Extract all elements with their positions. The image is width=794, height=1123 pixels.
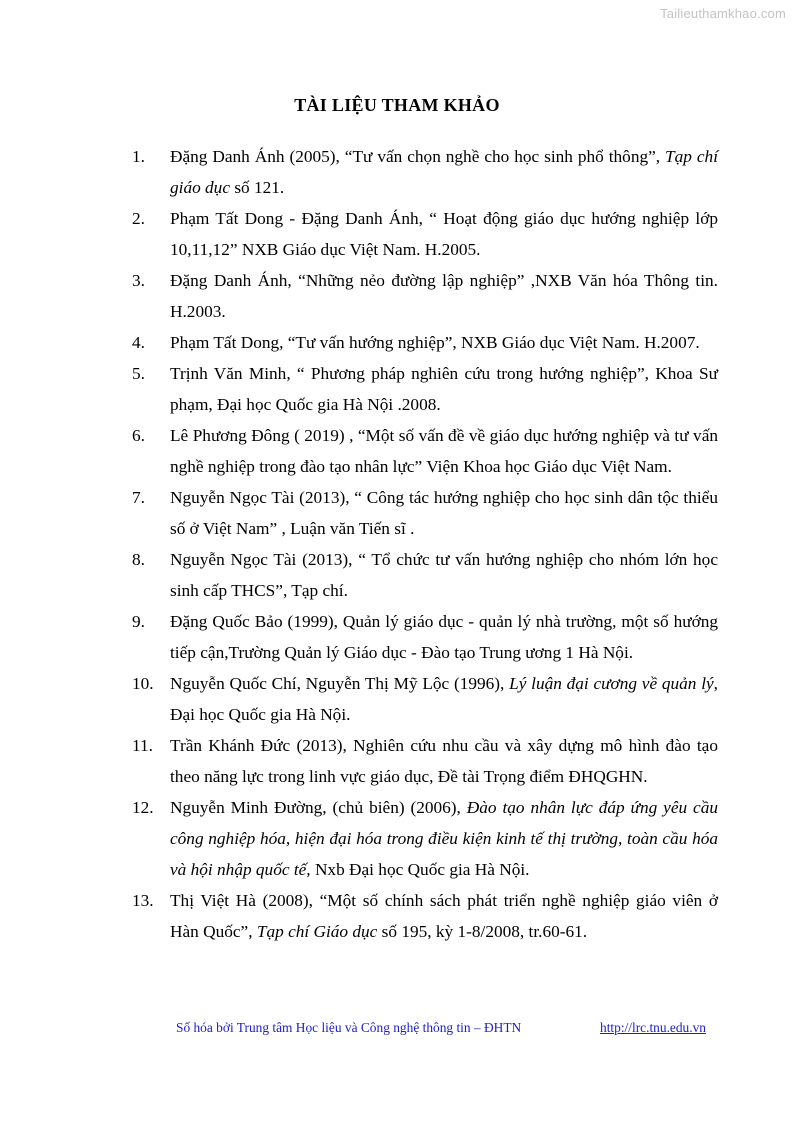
reference-text-part: Thị Việt Hà (2008), “Một số chính sách phát triển nghề nghiệp giáo viên ở Hàn Quốc”,: [170, 891, 718, 941]
footer-credit: Số hóa bởi Trung tâm Học liệu và Công nghệ thông tin – ĐHTN: [176, 1020, 522, 1035]
footer-link[interactable]: http://lrc.tnu.edu.vn: [600, 1020, 706, 1035]
reference-text-part: số 121.: [230, 178, 285, 197]
reference-text-part: Lê Phương Đông ( 2019) , “Một số vấn đề về giáo dục hướng nghiệp và tư vấn nghề nghiệp trong đào tạo nhân lực” Viện Khoa học Giáo dục Việt Nam.: [170, 426, 718, 476]
reference-number: 12.: [132, 798, 154, 817]
reference-item: [0, 792, 794, 885]
reference-italic-title: Lý luận đại cương về quản lý: [509, 674, 714, 693]
reference-text: [170, 606, 718, 668]
reference-italic-title: Tạp chí giáo dục: [170, 147, 718, 197]
reference-text-part: Nguyễn Ngọc Tài (2013), “ Công tác hướng nghiệp cho học sinh dân tộc thiểu số ở Việt Nam” , Luận văn Tiến sĩ .: [170, 488, 718, 538]
reference-number: 11.: [132, 736, 153, 755]
reference-italic-title: Tạp chí Giáo dục: [256, 922, 378, 941]
reference-text-part: , Đại học Quốc gia Hà Nội.: [170, 674, 718, 724]
reference-number: 5.: [132, 364, 145, 383]
reference-text-part: Nguyễn Quốc Chí, Nguyễn Thị Mỹ Lộc (1996),: [170, 674, 510, 693]
reference-text: [170, 482, 718, 544]
reference-text: [170, 730, 718, 792]
reference-item: [0, 327, 794, 358]
reference-text-part: số 195, kỳ 1-8/2008, tr.60-61.: [377, 922, 588, 941]
reference-text-part: Phạm Tất Dong, “Tư vấn hướng nghiệp”, NXB Giáo dục Việt Nam. H.2007.: [170, 333, 700, 352]
reference-text: [170, 265, 718, 327]
reference-number: 1.: [132, 147, 145, 166]
reference-text-part: Đặng Danh Ánh, “Những nẻo đường lập nghiệp” ,NXB Văn hóa Thông tin. H.2003.: [170, 271, 718, 321]
reference-text-part: Nxb Đại học Quốc gia Hà Nội.: [310, 860, 530, 879]
reference-text-part: Đặng Danh Ánh (2005), “Tư vấn chọn nghề cho học sinh phổ thông”,: [170, 147, 666, 166]
reference-text: [170, 792, 718, 885]
watermark: Tailieuthamkhao.com: [660, 6, 786, 21]
reference-text-part: Trần Khánh Đức (2013), Nghiên cứu nhu cầu và xây dựng mô hình đào tạo theo năng lực trong linh vực giáo dục, Đề tài Trọng điểm ĐHQGHN.: [170, 736, 718, 786]
reference-text: [170, 544, 718, 606]
reference-item: [0, 482, 794, 544]
reference-text: [170, 420, 718, 482]
reference-item: [0, 544, 794, 606]
reference-item: [0, 420, 794, 482]
reference-text: [170, 141, 718, 203]
reference-number: 13.: [132, 891, 154, 910]
reference-text-part: Trịnh Văn Minh, “ Phương pháp nghiên cứu trong hướng nghiệp”, Khoa Sư phạm, Đại học Quốc gia Hà Nội .2008.: [170, 364, 718, 414]
reference-item: [0, 885, 794, 947]
reference-text: [170, 327, 718, 358]
reference-number: 8.: [132, 550, 145, 569]
reference-item: [0, 730, 794, 792]
reference-text: [170, 668, 718, 730]
reference-number: 10.: [132, 674, 154, 693]
reference-item: [0, 265, 794, 327]
reference-text-part: Đặng Quốc Bảo (1999), Quản lý giáo dục - quản lý nhà trường, một số hướng tiếp cận,Trường Quản lý Giáo dục - Đào tạo Trung ương 1 Hà Nội.: [170, 612, 718, 662]
reference-italic-title: Đào tạo nhân lực đáp ứng yêu cầu công nghiệp hóa, hiện đại hóa trong điều kiện kinh tế thị trường, toàn cầu hóa và hội nhập quốc tế,: [170, 798, 719, 879]
reference-number: 7.: [132, 488, 145, 507]
reference-number: 6.: [132, 426, 145, 445]
reference-text: [170, 885, 718, 947]
reference-text: [170, 203, 718, 265]
reference-item: [0, 606, 794, 668]
reference-item: [0, 358, 794, 420]
reference-list: [0, 141, 794, 947]
reference-text: [170, 358, 718, 420]
reference-item: [0, 203, 794, 265]
reference-text-part: Phạm Tất Dong - Đặng Danh Ánh, “ Hoạt động giáo dục hướng nghiệp lớp 10,11,12” NXB Giáo dục Việt Nam. H.2005.: [170, 209, 718, 259]
page-title: TÀI LIỆU THAM KHẢO: [294, 95, 500, 115]
reference-item: [0, 668, 794, 730]
reference-number: 3.: [132, 271, 145, 290]
reference-item: [0, 141, 794, 203]
reference-text-part: Nguyễn Minh Đường, (chủ biên) (2006),: [170, 798, 467, 817]
reference-number: 2.: [132, 209, 145, 228]
reference-number: 4.: [132, 333, 145, 352]
reference-number: 9.: [132, 612, 145, 631]
reference-text-part: Nguyễn Ngọc Tài (2013), “ Tổ chức tư vấn hướng nghiệp cho nhóm lớn học sinh cấp THCS”, Tạp chí.: [170, 550, 718, 600]
page-footer: [0, 1020, 794, 1038]
